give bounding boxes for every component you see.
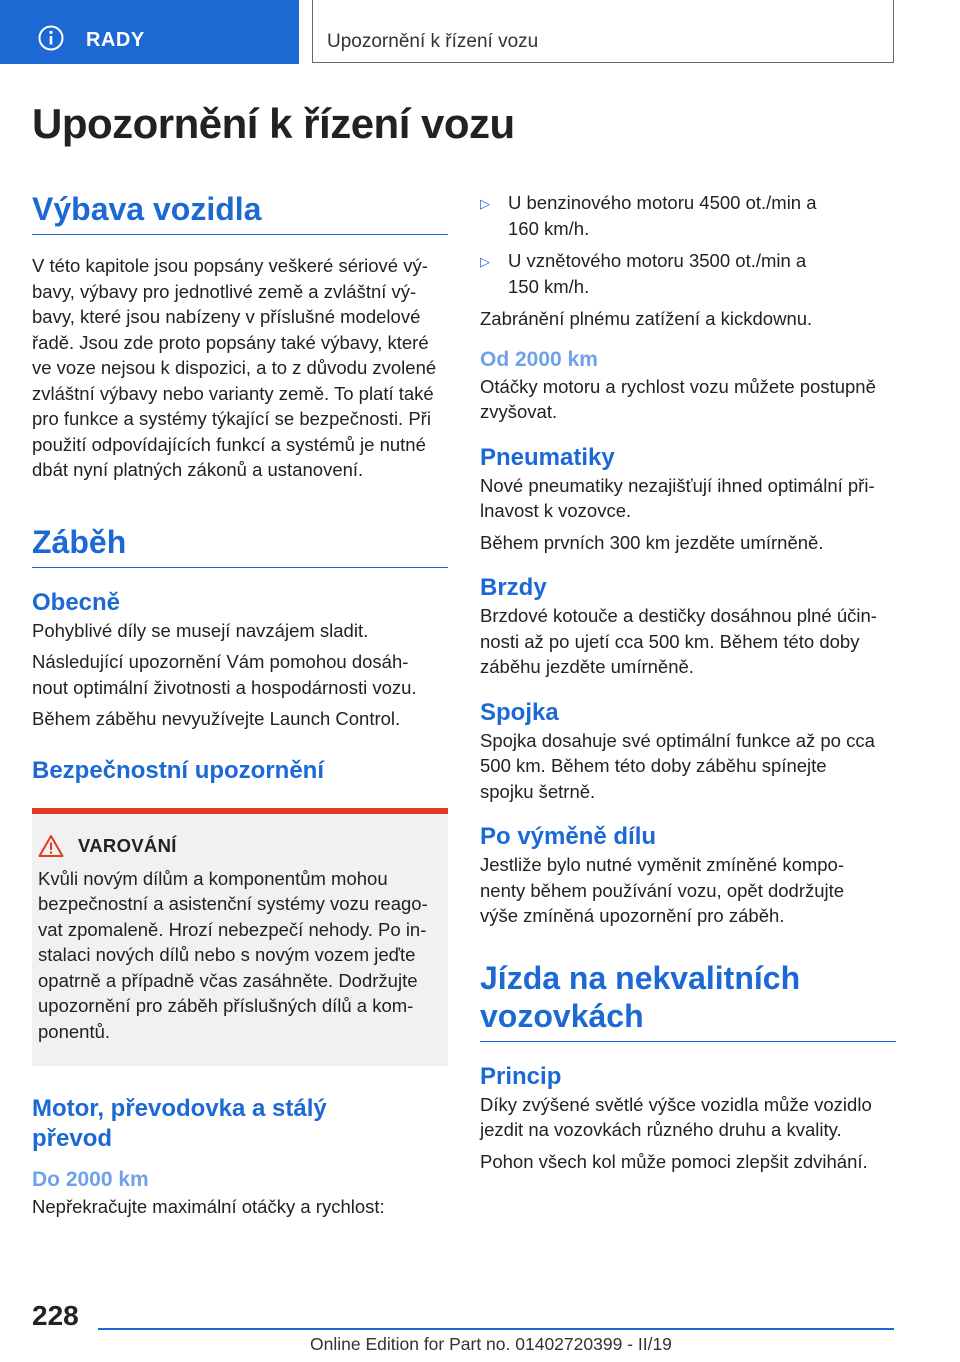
info-circle-icon	[38, 25, 64, 51]
warning-triangle-icon	[38, 834, 64, 858]
subheading-obecne: Obecně	[32, 588, 121, 616]
pneu-paragraph-2: Během prvních 300 km jezděte umírněně.	[480, 531, 824, 553]
section-heading-zabeh: Záběh	[32, 523, 448, 568]
spojka-paragraph: Spojka dosahuje své optimální funkce až po cca 500 km. Během této doby záběhu spínejte spojku šetrně.	[480, 729, 875, 802]
list-item	[480, 190, 896, 241]
list-item-text: U benzinového motoru 4500 ot./min a 160 km/h.	[508, 192, 817, 239]
right-column	[480, 190, 896, 1174]
subheading-pneumatiky: Pneumatiky	[480, 443, 615, 471]
obecne-paragraph-1: Pohyblivé díly se musejí navzájem sladit.	[32, 619, 369, 641]
do2000-paragraph: Nepřekračujte maximální otáčky a rychlost:	[32, 1196, 385, 1217]
kickdown-paragraph: Zabránění plnému zatížení a kickdownu.	[480, 308, 813, 329]
warning-box	[32, 808, 448, 1067]
pneu-paragraph-1: Nové pneumatiky nezajišťují ihned optimální při‐ lnavost k vozovce.	[480, 474, 875, 521]
header-tab[interactable]	[0, 0, 299, 64]
header-chapter-box	[312, 0, 894, 63]
subheading-od-2000: Od 2000 km	[480, 347, 598, 371]
triangle-bullet-icon: ▷	[480, 196, 490, 211]
subheading-bezpecnostni: Bezpečnostní upozornění	[32, 756, 325, 784]
princip-paragraph-2: Pohon všech kol může pomoci zlepšit zdvihání.	[480, 1150, 868, 1172]
section-heading-jizda: Jízda na nekvalitních vozovkách	[480, 959, 896, 1042]
left-column	[32, 190, 448, 1220]
list-item	[480, 248, 896, 299]
warning-title: VAROVÁNÍ	[78, 834, 177, 856]
od2000-paragraph: Otáčky motoru a rychlost vozu můžete postupně zvyšovat.	[480, 375, 876, 422]
subheading-princip: Princip	[480, 1062, 562, 1090]
subheading-po-vymene: Po výměně dílu	[480, 823, 657, 850]
page-title: Upozornění k řízení vozu	[32, 100, 515, 147]
brzdy-paragraph: Brzdové kotouče a destičky dosáhnou plné účin‐ nosti až po ujetí cca 500 km. Během této doby záběhu jezděte umírněně.	[480, 605, 877, 677]
obecne-paragraph-2: Následující upozornění Vám pomohou dosáh‐ nout optimální životnosti a hospodárnosti vozu.	[32, 651, 417, 698]
princip-paragraph-1: Díky zvýšené světlé výšce vozidla může vozidlo jezdit na vozovkách různého druhu a kvality.	[480, 1093, 872, 1140]
subheading-spojka: Spojka	[480, 698, 559, 726]
warning-text: Kvůli novým dílům a komponentům mohou bezpečnostní a asistenční systémy vozu reago‐ vat zpomaleně. Hrozí nebezpečí nehody. Po in‐ stalaci nových dílů nebo s novým vozem jeďte opatrně a případně včas zasáhněte. Dodržujte upozornění pro záběh příslušných dílů a kom‐ ponentů.	[38, 867, 428, 1042]
header-chapter-title: Upozornění k řízení vozu	[327, 31, 539, 52]
obecne-paragraph-3: Během záběhu nevyužívejte Launch Control.	[32, 708, 401, 729]
page-number: 228	[32, 1300, 79, 1331]
subheading-do-2000: Do 2000 km	[32, 1168, 149, 1191]
subheading-motor: Motor, převodovka a stálý převod	[32, 1095, 327, 1152]
footer-divider	[98, 1328, 894, 1330]
header-tab-label: RADY	[86, 29, 145, 51]
section-heading-vybava: Výbava vozidla	[32, 190, 448, 235]
warning-header	[38, 834, 438, 858]
triangle-bullet-icon: ▷	[480, 254, 490, 269]
list-item-text: U vznětového motoru 3500 ot./min a 150 km/h.	[508, 250, 807, 297]
subheading-brzdy: Brzdy	[480, 574, 547, 601]
vybava-paragraph: V této kapitole jsou popsány veškeré sériové vý‐ bavy, výbavy pro jednotlivé země a zvláštní vý‐ bavy, které jsou nabízeny v příslušné modelové řadě. Jsou zde proto popsány také výbavy, které ve voze nejsou k dispozici, a to z důvodu zvolené zvláštní výbavy nebo varianty země. To platí také pro funkce a systémy týkající se bezpečnosti. Při použití odpovídajících funkcí a systémů je nutné dbát nyní platných zákonů a ustanovení.	[32, 255, 437, 480]
footer-edition: Online Edition for Part no. 01402720399 - II/19	[310, 1334, 672, 1354]
vymena-paragraph: Jestliže bylo nutné vyměnit zmíněné kompo‐ nenty během používání vozu, opět dodržujte výše zmíněná upozornění pro záběh.	[480, 854, 845, 926]
